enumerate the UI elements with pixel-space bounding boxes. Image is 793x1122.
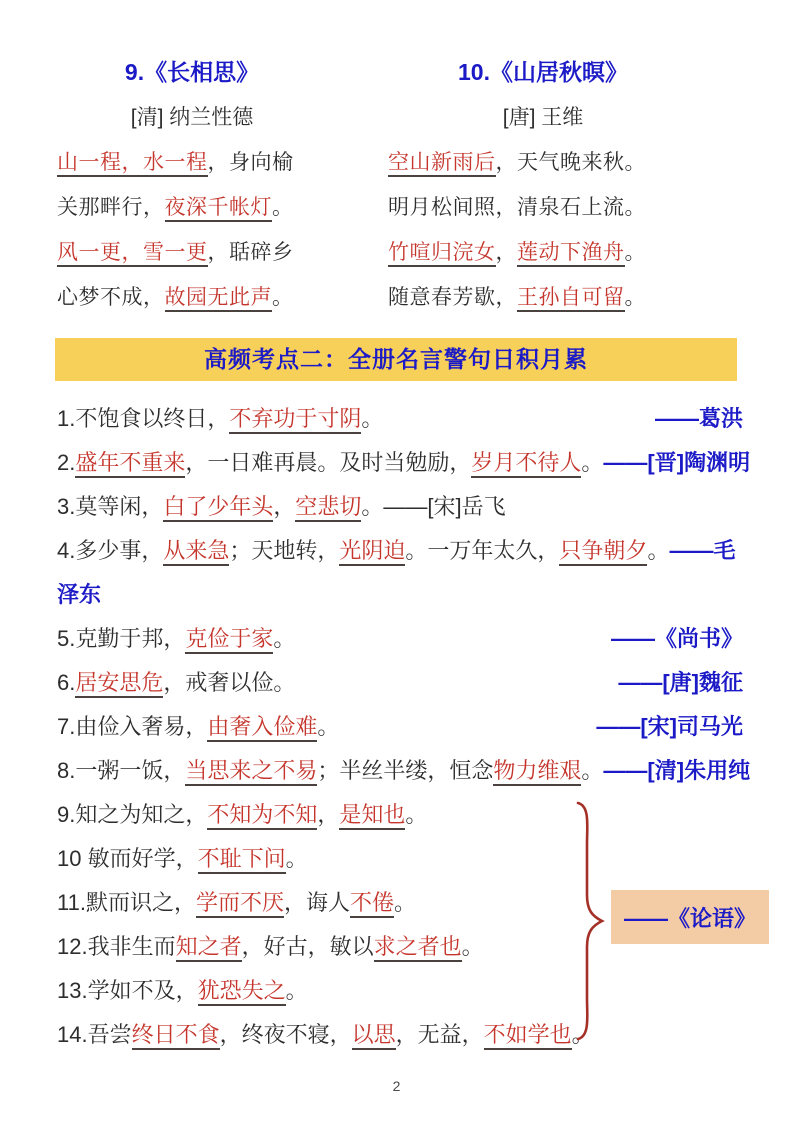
text-segment: ，一日难再晨。及时当勉励， bbox=[185, 450, 472, 475]
text-segment: 。 bbox=[361, 406, 384, 431]
attribution: ——《尚书》 bbox=[610, 626, 743, 651]
text-segment: ， bbox=[317, 802, 340, 827]
quote-item bbox=[57, 529, 743, 617]
highlighted-phrase: 从来急 bbox=[163, 538, 229, 566]
text-segment: ， bbox=[495, 241, 517, 264]
quote-item bbox=[57, 617, 743, 661]
poem-line bbox=[388, 230, 698, 275]
section-heading-banner: 高频考点二：全册名言警句日积月累 bbox=[55, 338, 737, 381]
quote-text bbox=[57, 661, 295, 705]
highlighted-phrase: 盛年不重来 bbox=[75, 450, 185, 478]
text-segment: 2. bbox=[57, 450, 76, 475]
attribution: ——[晋]陶渊明 bbox=[603, 450, 751, 475]
text-segment: ，好古，敏以 bbox=[241, 934, 374, 959]
text-segment: 9.知之为知之， bbox=[57, 802, 208, 827]
attribution: ——[宋]司马光 bbox=[596, 714, 743, 739]
page-number: 2 bbox=[392, 1078, 401, 1094]
text-segment: 10 敏而好学， bbox=[57, 846, 198, 871]
highlighted-phrase: 不倦 bbox=[350, 890, 394, 918]
poem-line bbox=[57, 185, 327, 230]
text-segment: 随意春芳歇， bbox=[388, 286, 517, 309]
highlighted-phrase: 竹喧归浣女 bbox=[388, 241, 496, 267]
text-segment: 12.我非生而 bbox=[57, 934, 176, 959]
highlighted-phrase: 知之者 bbox=[176, 934, 242, 962]
text-segment: 。 bbox=[647, 538, 670, 563]
highlighted-phrase: 当思来之不易 bbox=[185, 758, 317, 786]
highlighted-phrase: 不知为不知 bbox=[207, 802, 317, 830]
text-segment: ，身向榆 bbox=[207, 151, 294, 174]
text-segment: 。 bbox=[285, 846, 308, 871]
text-segment: 心梦不成， bbox=[57, 286, 165, 309]
text-segment: 。 bbox=[361, 494, 384, 519]
text-segment: 14.吾尝 bbox=[57, 1022, 132, 1047]
text-segment: 。 bbox=[394, 890, 417, 915]
text-segment: ，无益， bbox=[395, 1022, 484, 1047]
text-segment: 。 bbox=[581, 450, 604, 475]
text-segment: ，聒碎乡 bbox=[207, 241, 294, 264]
quote-item bbox=[57, 969, 743, 1013]
poem-changxiangsi bbox=[57, 50, 327, 320]
text-segment: 1.不饱食以终日， bbox=[57, 406, 230, 431]
highlighted-phrase: 克俭于家 bbox=[185, 626, 273, 654]
quote-text bbox=[57, 749, 603, 793]
text-segment: 。 bbox=[272, 196, 294, 219]
poem-author: [清] 纳兰性德 bbox=[130, 106, 254, 129]
text-segment: 8.一粥一饭， bbox=[57, 758, 186, 783]
poem-title: 9.《长相思》 bbox=[124, 59, 260, 85]
highlighted-phrase: 学而不厌 bbox=[196, 890, 284, 918]
poem-lines bbox=[57, 140, 327, 320]
text-segment: 。 bbox=[581, 758, 604, 783]
attribution: ——[唐]魏征 bbox=[618, 670, 743, 695]
highlighted-phrase: 居安思危 bbox=[75, 670, 163, 698]
quote-text bbox=[57, 978, 308, 1006]
highlighted-phrase: 故园无此声 bbox=[165, 286, 273, 312]
text-segment: 。 bbox=[624, 286, 646, 309]
text-segment: 。一万年太久， bbox=[405, 538, 560, 563]
quote-item bbox=[57, 749, 751, 793]
highlighted-phrase: 夜深千帐灯 bbox=[165, 196, 273, 222]
text-segment: 。 bbox=[624, 241, 646, 264]
text-segment: 明月松间照，清泉石上流。 bbox=[388, 196, 646, 219]
highlighted-phrase: 犹恐失之 bbox=[198, 978, 286, 1006]
poem-author: [唐] 王维 bbox=[502, 106, 584, 129]
quote-item bbox=[57, 485, 743, 529]
quote-item bbox=[57, 661, 743, 705]
text-segment: ；半丝半缕，恒念 bbox=[317, 758, 494, 783]
quote-text bbox=[57, 802, 427, 830]
highlighted-phrase: 空悲切 bbox=[295, 494, 361, 522]
text-segment: ，天气晚来秋。 bbox=[495, 151, 646, 174]
text-segment: ，终夜不寝， bbox=[219, 1022, 352, 1047]
quote-item bbox=[57, 441, 751, 485]
text-segment: 。 bbox=[405, 802, 428, 827]
poem-line bbox=[388, 140, 698, 185]
text-segment: ，戒奢以俭。 bbox=[163, 670, 296, 695]
text-segment: 5.克勤于邦， bbox=[57, 626, 186, 651]
quote-item bbox=[57, 1013, 743, 1057]
quote-text bbox=[57, 934, 484, 962]
poem-title: 10.《山居秋暝》 bbox=[458, 59, 628, 85]
attribution: ——葛洪 bbox=[654, 406, 743, 431]
quote-text bbox=[57, 846, 308, 874]
text-segment: 6. bbox=[57, 670, 76, 695]
highlighted-phrase: 白了少年头 bbox=[163, 494, 273, 522]
poem-line bbox=[57, 230, 327, 275]
poem-line bbox=[57, 275, 327, 320]
quote-item bbox=[57, 793, 743, 837]
highlighted-phrase: 光阴迫 bbox=[339, 538, 405, 566]
quote-text bbox=[57, 617, 295, 661]
highlighted-phrase: 不耻下问 bbox=[198, 846, 286, 874]
quote-text bbox=[57, 890, 416, 918]
highlighted-phrase: 莲动下渔舟 bbox=[517, 241, 625, 267]
inline-attribution: ——毛泽东 bbox=[57, 538, 736, 607]
highlighted-phrase: 空山新雨后 bbox=[388, 151, 496, 177]
poem-line bbox=[388, 185, 698, 230]
grouping-brace-icon bbox=[570, 800, 606, 1042]
text-segment: 7.由俭入奢易， bbox=[57, 714, 208, 739]
quote-text bbox=[57, 397, 383, 441]
text-segment: 。 bbox=[317, 714, 340, 739]
analects-attribution-label bbox=[611, 890, 769, 944]
quote-text bbox=[57, 1022, 594, 1050]
highlighted-phrase: 风一更，雪一更 bbox=[57, 241, 208, 267]
text-segment: 关那畔行， bbox=[57, 196, 165, 219]
text-segment: 。 bbox=[272, 286, 294, 309]
poem-lines bbox=[388, 140, 698, 320]
text-segment: ， bbox=[273, 494, 296, 519]
analects-attribution-text: ——《论语》 bbox=[623, 905, 756, 931]
highlighted-phrase: 终日不食 bbox=[132, 1022, 220, 1050]
poem-line bbox=[57, 140, 327, 185]
text-segment: ——[宋]岳飞 bbox=[383, 494, 506, 519]
highlighted-phrase: 只争朝夕 bbox=[559, 538, 647, 566]
text-segment: 。 bbox=[571, 1022, 594, 1047]
poems-section bbox=[0, 0, 793, 320]
highlighted-phrase: 王孙自可留 bbox=[517, 286, 625, 312]
highlighted-phrase: 物力维艰 bbox=[493, 758, 581, 786]
attribution: ——[清]朱用纯 bbox=[603, 758, 751, 783]
text-segment: ，诲人 bbox=[283, 890, 350, 915]
quote-text bbox=[57, 705, 339, 749]
poem-shanjuqiuming bbox=[388, 50, 698, 320]
highlighted-phrase: 由奢入俭难 bbox=[207, 714, 317, 742]
highlighted-phrase: 不弃功于寸阴 bbox=[229, 406, 361, 434]
highlighted-phrase: 不如学也 bbox=[484, 1022, 572, 1050]
highlighted-phrase: 求之者也 bbox=[374, 934, 462, 962]
text-segment: ；天地转， bbox=[229, 538, 340, 563]
highlighted-phrase: 岁月不待人 bbox=[471, 450, 581, 478]
text-segment: 。 bbox=[285, 978, 308, 1003]
text-segment: 。 bbox=[273, 626, 296, 651]
quote-text bbox=[57, 538, 735, 607]
text-segment: 。 bbox=[461, 934, 484, 959]
quote-text bbox=[57, 441, 603, 485]
highlighted-phrase: 以思 bbox=[352, 1022, 396, 1050]
quotes-list bbox=[57, 397, 751, 1057]
text-segment: 3.莫等闲， bbox=[57, 494, 164, 519]
text-segment: 4.多少事， bbox=[57, 538, 164, 563]
quote-text bbox=[57, 494, 506, 522]
text-segment: 11.默而识之， bbox=[57, 890, 196, 915]
quote-item bbox=[57, 397, 743, 441]
poem-line bbox=[388, 275, 698, 320]
highlighted-phrase: 是知也 bbox=[339, 802, 405, 830]
quote-item bbox=[57, 705, 743, 749]
quote-item bbox=[57, 837, 743, 881]
highlighted-phrase: 山一程，水一程 bbox=[57, 151, 208, 177]
text-segment: 13.学如不及， bbox=[57, 978, 198, 1003]
